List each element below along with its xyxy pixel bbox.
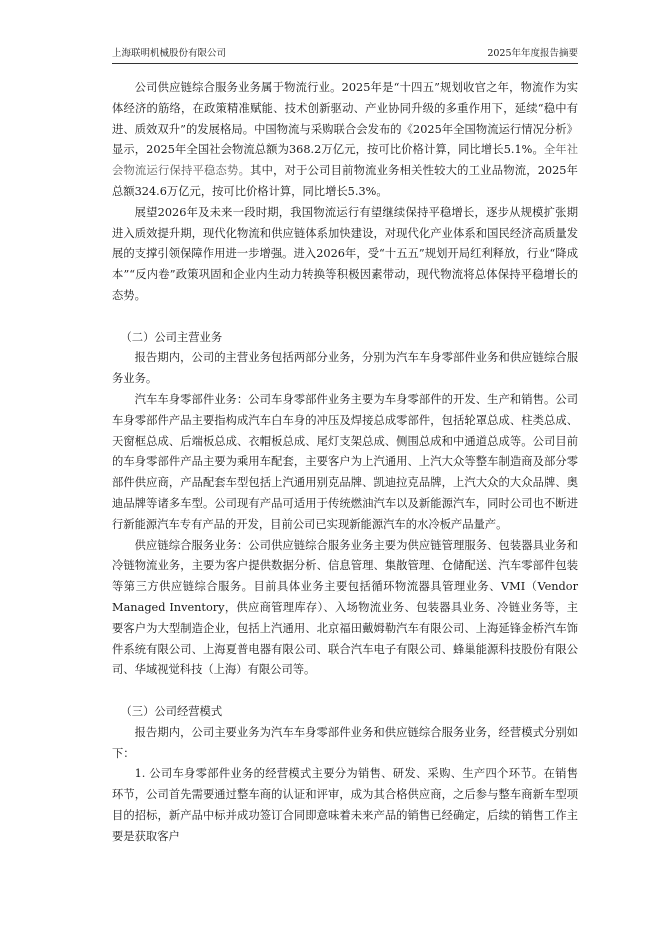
paragraph-supply-chain-service: 供应链综合服务业务：公司供应链综合服务业务主要为供应链管理服务、包装器具业务和冷链物流业务，主要为客户提供数据分析、信息管理、集散管理、仓储配送、汽车零部件包装等第三方供应链综合服务。目前具体业务主要包括循环物流器具管理业务、VMI（Vendor Managed Inventory，供应商管理库存）、入场物流业务、包装器具业务、冷链业务等，主要客户为大型制造企业，包括上汽通用、北京福田戴姆勒汽车有限公司、上海延锋金桥汽车饰件系统有限公司、上海夏普电器有限公司、联合汽车电子有限公司、蜂巢能源科技股份有限公司、华域视觉科技（上海）有限公司等。	[112, 538, 578, 677]
header-divider	[112, 63, 578, 64]
document-body	[112, 78, 578, 847]
paragraph-main-business-intro: 报告期内，公司的主营业务包括两部分业务，分别为汽车车身零部件业务和供应链综合服务业务。	[112, 351, 578, 386]
logistics-text-a: 公司供应链综合服务业务属于物流行业。2025年是“十四五”规划收官之年，物流作为实体经济的筋络，在政策精准赋能、技术创新驱动、产业协同升级的多重作用下，延续“稳中有进、质效双升”的发展格局。中国物流与采购联合会发布的《2025年全国物流运行情况分析》显示，2025年全国社会物流总额为368.2万亿元，按可比价格计算，同比增长5.1%。	[112, 81, 578, 157]
header-report-title: 2025年年度报告摘要	[487, 48, 578, 59]
paragraph-outlook: 展望2026年及未来一段时期，我国物流运行有望继续保持平稳增长，逐步从规模扩张期进入质效提升期，现代化物流和供应链体系加快建设，对现代化产业体系和国民经济高质量发展的支撑引领保障作用进一步增强。进入2026年，受“十五五”规划开局红利释放，行业“降成本”“反内卷”政策巩固和企业内生动力转换等积极因素带动，现代物流将总体保持平稳增长的态势。	[112, 205, 578, 302]
header-company-name: 上海联明机械股份有限公司	[112, 48, 227, 59]
paragraph-auto-body-parts: 汽车车身零部件业务：公司车身零部件业务主要为车身零部件的开发、生产和销售。公司车身零部件产品主要指构成汽车白车身的冲压及焊接总成零部件，包括轮罩总成、柱类总成、天窗框总成、后端板总成、衣帽板总成、尾灯支架总成、侧围总成和中通道总成等。公司目前的车身零部件产品主要为乘用车配套，主要客户为上汽通用、上汽大众等整车制造商及部分零部件供应商，产品配套车型包括上汽通用别克品牌、凯迪拉克品牌，上汽大众的大众品牌、奥迪品牌等诸多车型。公司现有产品可适用于传统燃油汽车以及新能源汽车，同时公司也不断进行新能源汽车专有产品的开发，目前公司已实现新能源汽车的水冷板产品量产。	[112, 392, 578, 531]
section-heading-business-model: （三）公司经营模式	[120, 704, 223, 718]
logistics-text-c: 其中，对于公司目前物流业务相关性较大的工业品物流，2025年总额324.6万亿元，按可比价格计算，同比增长5.3%。	[112, 164, 578, 198]
paragraph-business-model-intro: 报告期内，公司主要业务为汽车车身零部件业务和供应链综合服务业务，经营模式分别如下：	[112, 725, 578, 760]
section-heading-main-business: （二）公司主营业务	[120, 330, 223, 344]
paragraph-body-parts-model: 1. 公司车身零部件业务的经营模式主要分为销售、研发、采购、生产四个环节。在销售环节，公司首先需要通过整车商的认证和评审，成为其合格供应商，之后参与整车商新车型项目的招标，新产品中标并成功签订合同即意味着未来产品的销售已经确定，后续的销售工作主要是获取客户	[112, 767, 578, 843]
logistics-text-b: 全年社会物流运行保持平稳态势。	[112, 143, 578, 178]
paragraph-logistics-industry	[112, 78, 578, 203]
